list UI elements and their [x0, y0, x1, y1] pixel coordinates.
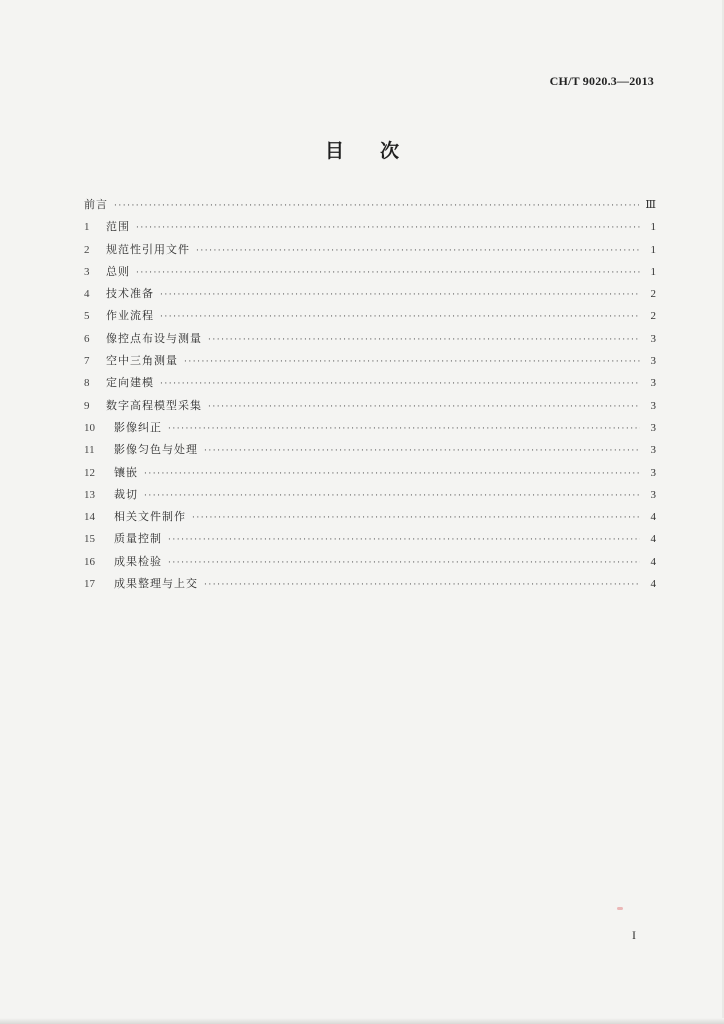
table-of-contents	[84, 194, 656, 595]
toc-entry-title: 成果检验	[114, 554, 162, 568]
toc-entry	[84, 462, 656, 484]
toc-entry-page: 3	[650, 377, 656, 390]
toc-entry	[84, 439, 656, 461]
toc-entry-number: 3	[84, 265, 90, 278]
toc-entry-title: 质量控制	[114, 532, 162, 546]
toc-entry-page: 2	[650, 310, 656, 323]
toc-entry-number: 2	[84, 243, 90, 256]
toc-leader-dots	[160, 284, 640, 306]
toc-entry-title: 像控点布设与测量	[106, 331, 202, 345]
toc-entry-page: 4	[650, 511, 656, 524]
toc-leader-dots	[208, 396, 640, 418]
toc-entry-page: 3	[650, 488, 656, 501]
toc-entry-page: 3	[650, 332, 656, 345]
toc-entry-page: 2	[650, 288, 656, 301]
toc-leader-dots	[136, 217, 640, 239]
toc-entry	[84, 372, 656, 394]
toc-entry-title: 影像匀色与处理	[114, 443, 198, 457]
toc-entry-title: 镶嵌	[114, 465, 138, 479]
toc-entry-number: 17	[84, 578, 95, 591]
toc-entry-page: 4	[650, 533, 656, 546]
toc-entry-page: Ⅲ	[645, 199, 656, 211]
toc-entry	[84, 194, 656, 216]
toc-entry-title: 定向建模	[106, 376, 154, 390]
toc-entry	[84, 506, 656, 528]
toc-leader-dots	[204, 440, 640, 462]
paper-speck	[617, 907, 623, 910]
toc-entry	[84, 239, 656, 261]
toc-entry-number: 8	[84, 377, 90, 390]
toc-entry-title: 前言	[84, 198, 108, 211]
toc-entry-number: 13	[84, 488, 95, 501]
toc-entry-title: 相关文件制作	[114, 510, 186, 524]
toc-entry-title: 裁切	[114, 487, 138, 501]
toc-entry-number: 10	[84, 421, 95, 434]
toc-leader-dots	[168, 418, 640, 440]
toc-entry-title: 影像纠正	[114, 420, 162, 434]
toc-entry-page: 4	[650, 555, 656, 568]
toc-entry-page: 3	[650, 444, 656, 457]
toc-entry-number: 6	[84, 332, 90, 345]
standard-code: CH/T 9020.3—2013	[549, 74, 654, 88]
toc-leader-dots	[160, 306, 640, 328]
toc-leader-dots	[184, 351, 640, 373]
toc-entry	[84, 216, 656, 238]
toc-leader-dots	[196, 240, 640, 262]
toc-entry-title: 成果整理与上交	[114, 577, 198, 591]
toc-entry	[84, 551, 656, 573]
toc-entry	[84, 350, 656, 372]
toc-entry-number: 5	[84, 310, 90, 323]
toc-leader-dots	[144, 485, 640, 507]
toc-entry	[84, 528, 656, 550]
toc-entry	[84, 395, 656, 417]
toc-leader-dots	[168, 529, 640, 551]
page-number: I	[632, 928, 636, 942]
toc-entry-number: 1	[84, 221, 90, 234]
toc-entry	[84, 328, 656, 350]
toc-entry-number: 12	[84, 466, 95, 479]
toc-entry-page: 1	[650, 243, 656, 256]
toc-entry-number: 11	[84, 444, 95, 457]
toc-entry-page: 1	[650, 265, 656, 278]
toc-entry-number: 4	[84, 288, 90, 301]
toc-entry-number: 9	[84, 399, 90, 412]
toc-entry-title: 作业流程	[106, 309, 154, 323]
toc-entry-page: 3	[650, 399, 656, 412]
toc-entry	[84, 573, 656, 595]
paper-edge	[0, 1018, 724, 1024]
toc-entry-title: 空中三角测量	[106, 354, 178, 368]
toc-leader-dots	[160, 373, 640, 395]
toc-entry	[84, 305, 656, 327]
toc-leader-dots	[136, 262, 640, 284]
toc-entry-title: 范围	[106, 220, 130, 234]
toc-entry-page: 1	[650, 221, 656, 234]
toc-entry-title: 技术准备	[106, 287, 154, 301]
toc-entry	[84, 484, 656, 506]
toc-entry-number: 15	[84, 533, 95, 546]
toc-entry-title: 总则	[106, 264, 130, 278]
toc-entry	[84, 261, 656, 283]
toc-leader-dots	[144, 463, 640, 485]
toc-entry	[84, 283, 656, 305]
toc-title: 目次	[324, 140, 435, 162]
toc-leader-dots	[192, 507, 640, 529]
toc-leader-dots	[114, 195, 639, 217]
toc-entry-page: 3	[650, 355, 656, 368]
toc-entry-number: 7	[84, 355, 90, 368]
toc-leader-dots	[204, 574, 640, 596]
toc-entry-page: 3	[650, 466, 656, 479]
toc-entry-title: 规范性引用文件	[106, 242, 190, 256]
toc-entry	[84, 417, 656, 439]
toc-entry-title: 数字高程模型采集	[106, 398, 202, 412]
toc-leader-dots	[208, 329, 640, 351]
toc-leader-dots	[168, 552, 640, 574]
toc-entry-number: 16	[84, 555, 95, 568]
toc-entry-page: 4	[650, 578, 656, 591]
toc-entry-page: 3	[650, 421, 656, 434]
toc-entry-number: 14	[84, 511, 95, 524]
